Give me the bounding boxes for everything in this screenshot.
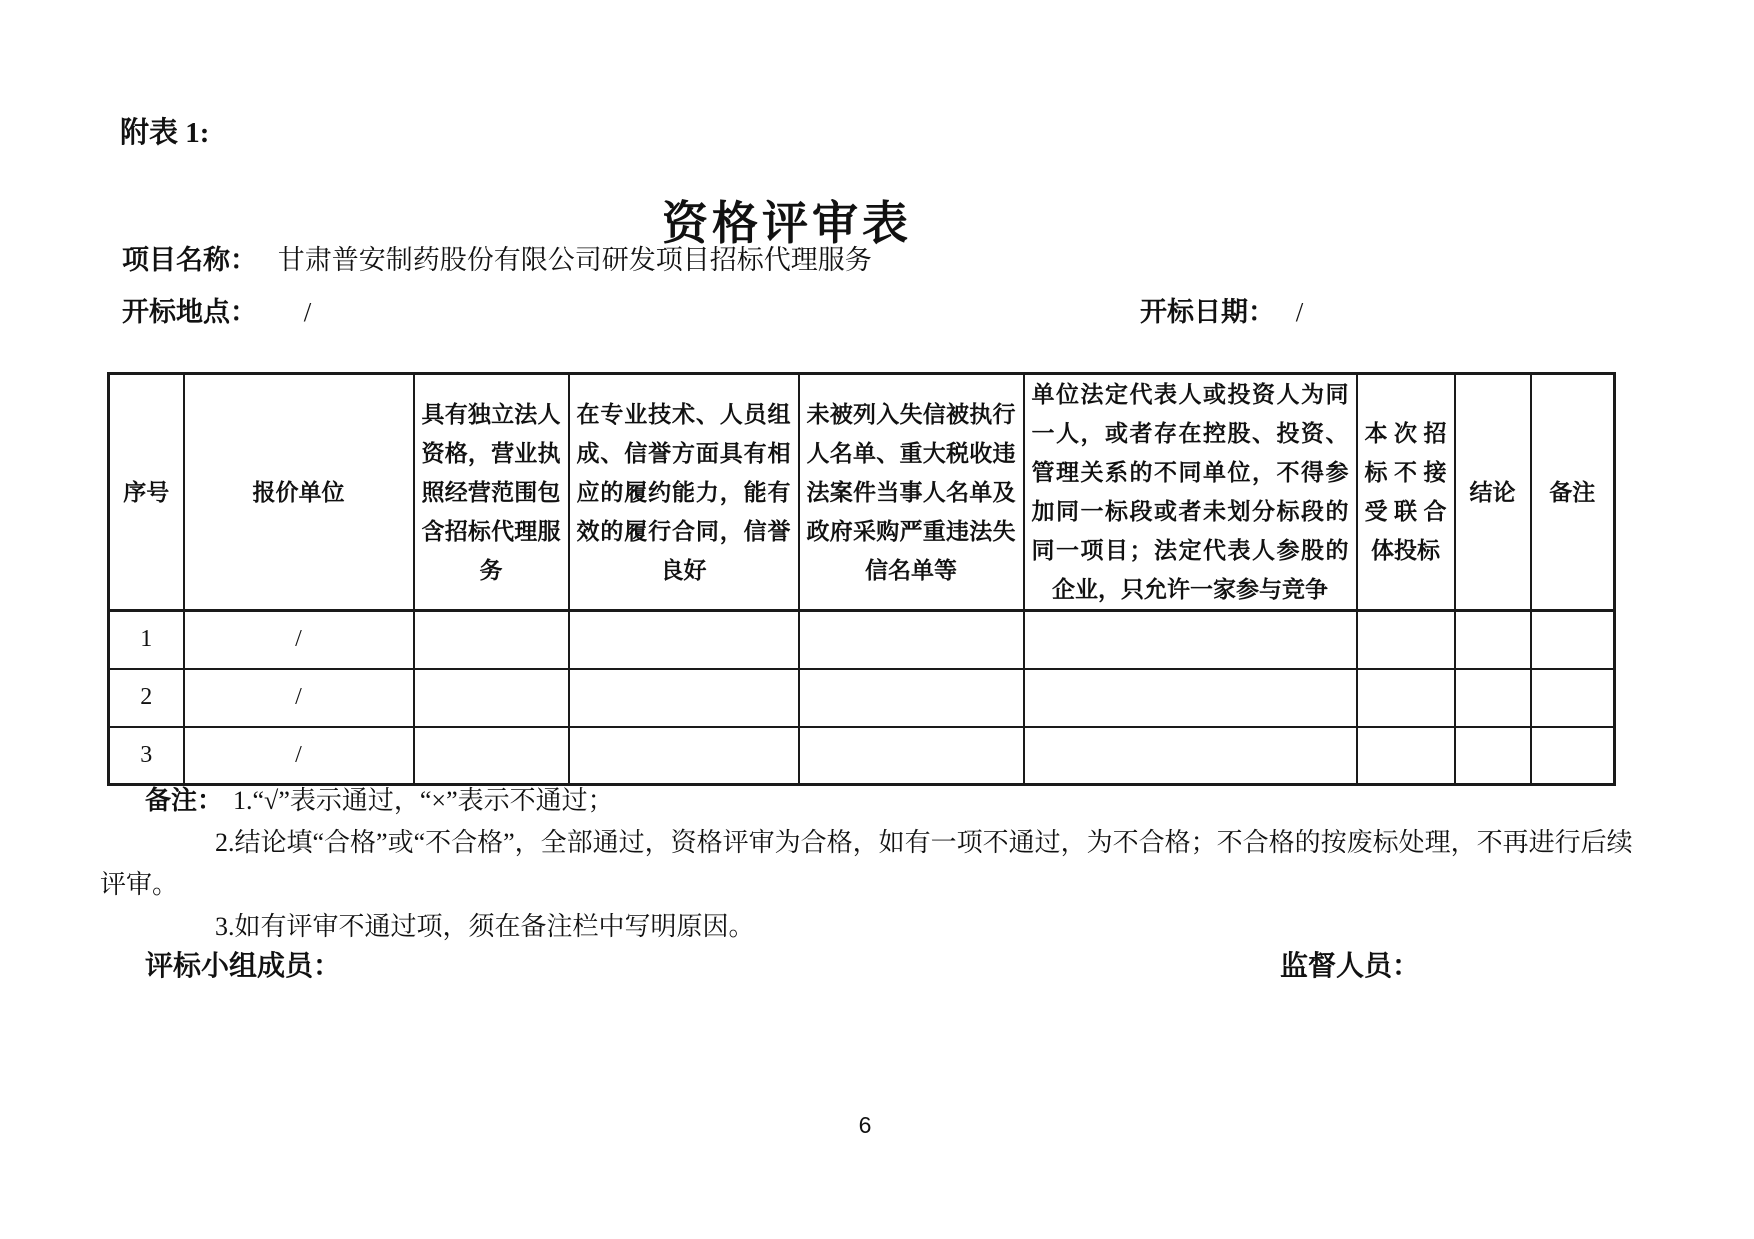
cell-criterion-3 — [799, 611, 1024, 669]
project-name-line — [122, 238, 872, 277]
project-name-value: 甘肃普安制药股份有限公司研发项目招标代理服务 — [277, 245, 872, 275]
bid-opening-place-label: 开标地点： — [122, 297, 257, 327]
header-seq-no: 序号 — [109, 374, 184, 611]
cell-criterion-3 — [799, 727, 1024, 785]
cell-criterion-1 — [414, 727, 569, 785]
attachment-label: 附表 1: — [120, 117, 210, 149]
supervisor-label: 监督人员： — [1280, 951, 1421, 982]
cell-criterion-4 — [1024, 727, 1357, 785]
cell-remark — [1531, 611, 1615, 669]
cell-criterion-5 — [1357, 727, 1455, 785]
note-item-3: 3.如有评审不通过项，须在备注栏中写明原因。 — [215, 912, 755, 941]
cell-bidder: / — [184, 669, 414, 727]
table-row — [109, 669, 1615, 727]
bid-opening-date-value: / — [1295, 297, 1304, 327]
table-row — [109, 727, 1615, 785]
cell-bidder: / — [184, 611, 414, 669]
header-criterion-same-representative: 单位法定代表人或投资人为同一人，或者存在控股、投资、管理关系的不同单位，不得参加同一标段或者未划分标段的同一项目；法定代表人参股的企业，只允许一家参与竞争 — [1024, 374, 1357, 611]
header-criterion-credit-lists: 未被列入失信被执行人名单、重大税收违法案件当事人名单及政府采购严重违法失信名单等 — [799, 374, 1024, 611]
project-name-label: 项目名称： — [122, 245, 257, 275]
evaluation-team-label: 评标小组成员： — [145, 951, 342, 982]
cell-remark — [1531, 727, 1615, 785]
cell-criterion-2 — [569, 669, 799, 727]
cell-bidder: / — [184, 727, 414, 785]
header-criterion-no-consortium: 本次招标不接受联合体投标 — [1357, 374, 1455, 611]
table-row — [109, 611, 1615, 669]
qualification-review-table — [107, 372, 1616, 786]
cell-criterion-4 — [1024, 611, 1357, 669]
cell-seq: 3 — [109, 727, 184, 785]
page-number: 6 — [858, 1112, 872, 1138]
bid-opening-date-label: 开标日期： — [1140, 297, 1275, 327]
cell-remark — [1531, 669, 1615, 727]
page-title: 资格评审表 — [662, 197, 912, 249]
cell-criterion-2 — [569, 727, 799, 785]
cell-criterion-5 — [1357, 611, 1455, 669]
bid-opening-date-line — [1140, 290, 1303, 329]
header-criterion-capability: 在专业技术、人员组成、信誉方面具有相应的履约能力，能有效的履行合同，信誉良好 — [569, 374, 799, 611]
cell-conclusion — [1455, 727, 1531, 785]
note-line-1 — [145, 780, 1652, 822]
cell-criterion-4 — [1024, 669, 1357, 727]
cell-seq: 2 — [109, 669, 184, 727]
header-bidder: 报价单位 — [184, 374, 414, 611]
cell-criterion-2 — [569, 611, 799, 669]
note-item-1: 1.“√”表示通过，“×”表示不通过； — [233, 786, 614, 815]
cell-criterion-3 — [799, 669, 1024, 727]
header-criterion-legal-person: 具有独立法人资格，营业执照经营范围包含招标代理服务 — [414, 374, 569, 611]
cell-criterion-5 — [1357, 669, 1455, 727]
cell-conclusion — [1455, 611, 1531, 669]
cell-conclusion — [1455, 669, 1531, 727]
notes-label: 备注： — [145, 786, 224, 815]
notes-section — [100, 780, 1652, 948]
table-header-row — [109, 374, 1615, 611]
cell-criterion-1 — [414, 669, 569, 727]
note-item-2: 2.结论填“合格”或“不合格”，全部通过，资格评审为合格，如有一项不通过，为不合格；不合格的按废标处理，不再进行后续评审。 — [100, 828, 1633, 899]
bid-opening-place-line — [122, 290, 311, 329]
cell-criterion-1 — [414, 611, 569, 669]
bid-opening-place-value: / — [303, 297, 312, 327]
header-remark: 备注 — [1531, 374, 1615, 611]
header-conclusion: 结论 — [1455, 374, 1531, 611]
cell-seq: 1 — [109, 611, 184, 669]
